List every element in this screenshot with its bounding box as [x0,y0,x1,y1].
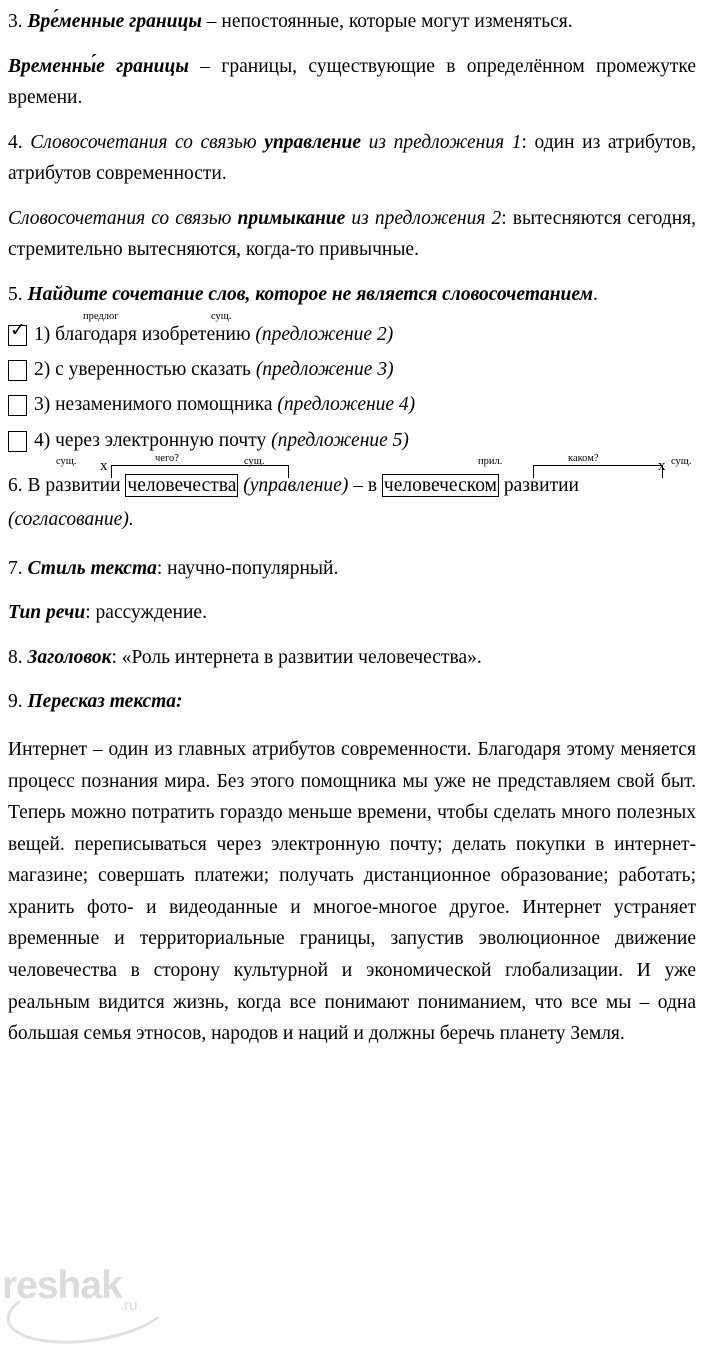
option-1-text [34,322,696,348]
task-8-value: : «Роль интернета в развитии человечества». [111,646,482,668]
annotation-sushch-2: сущ. [244,455,265,467]
option-4-label: через электронную почту [55,429,267,451]
checkbox-option-4[interactable] [8,431,27,452]
option-2-text [34,357,696,383]
checkbox-option-2[interactable] [8,360,27,381]
paragraph-4b-tail: из предложения 2 [345,207,502,229]
annotation-question-kakom: каком? [568,452,599,464]
task-6-word-razvitii: развитии [45,474,121,496]
task-7-style [8,553,696,585]
task-9-body: Интернет – один из главных атрибутов современности. Благодаря этому меняется процесс познания мира. Без этого помощника мы уже не представляем свой быт. Теперь можно потратить гораздо меньше времени, чтобы сделать много полезных вещей. переписываться через электронную почту; делать покупки в интернет-магазине; совершать платежи; получать дистанционное образование; работать; хранить фото- и видеоданные и многое-многое другое. Интернет устраняет временные и территориальные границы, запустив эволюционное движение человечества в сторону культурной и экономической глобализации. И уже реальным видится жизнь, когда все понимают пониманием, что все мы – одна большая семья этносов, народов и наций и должны беречь планету Земля. [8,738,696,1045]
paragraph-3a [8,6,696,38]
annotation-predlog: предлог [83,310,119,322]
task-6-note-upravlenie: (управление) [238,474,349,496]
task-6-pre-2: в [367,474,382,496]
paragraph-4a-text: : один из атрибутов, атрибутов современности. [8,131,697,185]
task-8-title [8,642,696,674]
task-6-note-soglasovanie: (согласование). [8,509,134,531]
option-4-number: 4) [34,429,56,451]
paragraph-4a-lead: Словосочетания со связью [30,131,265,153]
annotation-x-2: х [658,457,666,474]
watermark-suffix: .ru [120,1297,138,1314]
option-2-label: с уверенностью сказать [55,358,251,380]
paragraph-3b-text: – границы, существующие в определённом промежутке времени. [8,55,696,109]
option-row-3[interactable] [8,392,696,418]
annotation-question-chego: чего? [155,452,179,464]
annotation-x-1: х [100,457,108,474]
paragraph-3b [8,51,696,114]
option-4-note: (предложение 5) [266,429,409,451]
paragraph-4b-lead: Словосочетания со связью [8,207,238,229]
task-6-number: 6. [8,474,28,496]
option-3-label: незаменимого помощника [55,394,273,416]
annotation-pril: прил. [478,455,503,467]
annotation-sushch-1: сущ. [56,455,77,467]
option-2-note: (предложение 3) [250,358,394,380]
task-8-number: 8. [8,646,28,668]
option-row-4[interactable] [8,428,696,454]
task-6-dash: – [348,474,368,496]
checkbox-option-3[interactable] [8,395,27,416]
task-7-label-style: Стиль текста [27,557,157,579]
task-8-label: Заголовок [27,646,112,668]
task-7-number: 7. [8,557,28,579]
paragraph-4a-tail: из предложения 1 [361,131,522,153]
checkbox-option-1[interactable] [8,325,27,346]
task-9-label: Пересказ текста: [27,691,183,713]
task-6-word-chelovecheskom: человеческом [383,474,497,496]
watermark-text: reshak [2,1264,122,1307]
watermark-arc-icon [2,1265,176,1353]
task-7-label-type: Тип речи [8,602,86,624]
option-3-text [34,392,696,418]
paragraph-4b-term: примыкание [237,207,346,229]
paragraph-4b-text: : вытесняются сегодня, стремительно вытесняются, когда-то привычные. [8,207,697,261]
task-6-pre: В [27,474,46,496]
task-7-value-style: : научно-популярный. [156,557,339,579]
option-3-note: (предложение 4) [272,394,416,416]
option-1-label: благодаря изобретению [55,323,251,345]
paragraph-4a [8,127,696,190]
task-5-number: 5. [8,284,28,306]
task-5-question: Найдите сочетание слов, которое не является словосочетанием [27,284,593,306]
task-9-number: 9. [8,691,28,713]
option-3-number: 3) [34,394,56,416]
paragraph-4a-number: 4. [8,131,31,153]
paragraph-3a-term: Вре́менные границы [27,11,202,32]
task-5-prompt [8,279,696,311]
task-9-heading [8,686,696,718]
task-7-speech-type [8,597,696,629]
task-5-period: . [592,284,598,306]
task-6-annotated-sentence [8,452,696,501]
task-6-word-razvitii-2: развитии [503,474,579,496]
option-row-2[interactable] [8,357,696,383]
annotation-bracket-2 [533,465,663,478]
task-6-word-chelovechestva: человечества [127,474,237,496]
option-1-number: 1) [34,323,56,345]
annotation-sushch-3: сущ. [671,455,692,467]
paragraph-4b [8,203,696,266]
paragraph-3b-term: Временны́е границы [8,55,189,77]
paragraph-3a-number: 3. [8,11,28,32]
option-2-number: 2) [34,358,56,380]
task-7-value-type: : рассуждение. [85,602,207,624]
option-4-text [34,428,696,454]
option-1-note: (предложение 2) [250,323,394,345]
watermark [0,1224,190,1354]
paragraph-3a-text: – непостоянные, которые могут изменяться. [201,11,573,32]
option-row-1[interactable] [8,310,696,348]
paragraph-4a-term: управление [264,131,361,153]
annotation-sushch: сущ. [211,310,232,322]
